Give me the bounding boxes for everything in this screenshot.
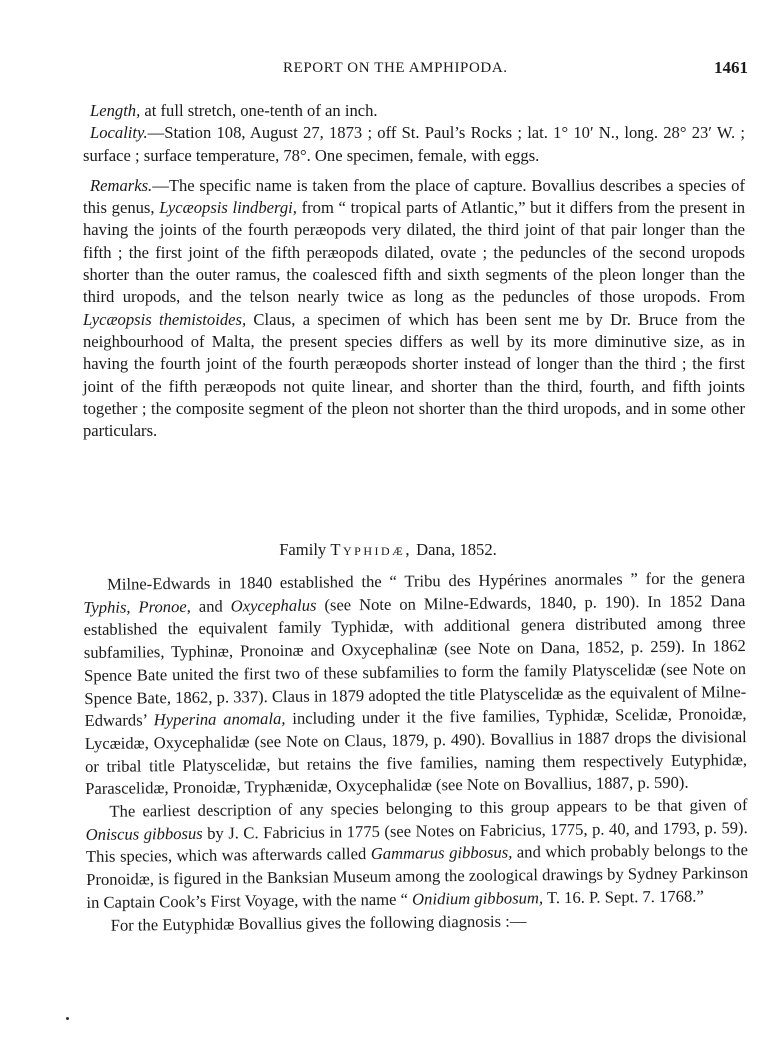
remarks-text-2: from “ tropical parts of Atlantic,” but it differs from the present in having the joints of the fourth peræopods very dilated, the third joint of that pair longer than the fifth ; the first joint of the fifth peræopods dilated, ovate ; the peduncles of the second uropods shorter than the outer ramus, the coalesced fifth and sixth segments of the pleon longer than the third uropods, and the telson nearly twice as long as the peduncles of those uropods. From [83, 198, 745, 307]
length-label: Length, [90, 101, 141, 120]
page-number: 1461 [714, 58, 748, 77]
fp1-text-1: Milne-Edwards in 1840 established the “ Tribu des Hypérines anormales ” for the genera [107, 568, 746, 594]
locality-label: Locality. [90, 123, 148, 143]
locality-paragraph [83, 122, 745, 167]
remarks-text-3: Claus, a specimen of which has been sent me by Dr. Bruce from the neighbourhood of Malta, the present species differs as well by its more diminutive size, as in having the fourth joint of the fourth peræopods shorter instead of longer than the third ; the first joint of the fifth peræopods not quite linear, and shorter than the third, fourth, and fifth joints together ; the composite segment of the pleon not shorter than the third uropods, and in some other particulars. [83, 309, 745, 441]
fp2-text-4: T. 16. P. Sept. 7. 1768.” [542, 886, 704, 908]
margin-dot [66, 1017, 69, 1020]
fp2-text-3: and which probably belongs to the Pronoidæ, is figured in the Banksian Museum among the zoological drawings by Sydney Parkinson in Captain Cook’s First Voyage, with the name “ [86, 840, 749, 912]
family-description [83, 567, 749, 937]
fp1-genus-oxycephalus: Oxycephalus [230, 595, 317, 616]
fp3-text: For the Eutyphidæ Bovallius gives the following diagnosis :— [110, 910, 527, 935]
length-text: at full stretch, one-tenth of an inch. [140, 101, 378, 120]
family-prefix: Family [279, 540, 331, 559]
family-paragraph-2 [85, 794, 748, 914]
fp2-text-2: by J. C. Fabricius in 1775 (see Notes on Fabricius, 1775, p. 40, and 1793, p. 59). This species, which was afterwards called [85, 817, 748, 867]
family-paragraph-1 [83, 567, 747, 801]
running-header [88, 58, 748, 82]
remarks-species-1: Lycæopsis lindbergi, [159, 198, 297, 218]
fp2-gammarus: Gammarus gibbosus, [370, 842, 513, 864]
remarks-label: Remarks. [90, 175, 153, 195]
remarks-species-2: Lycæopsis themistoides, [83, 309, 247, 329]
fp2-oniscus: Oniscus gibbosus [85, 823, 203, 844]
running-title: REPORT ON THE AMPHIPODA. [283, 60, 508, 76]
species-description [83, 100, 745, 442]
length-paragraph [83, 100, 745, 122]
fp1-text-3: (see Note on Milne-Edwards, 1840, p. 190). In 1852 Dana established the equivalent family Typhidæ, with additional genera distributed among three subfamilies, Typhinæ, Pronoinæ and Oxycephalinæ (see Note on Dana, 1852, p. 259). In 1862 Spence Bate united the first two of these subfamilies to form the family Platyscelidæ (see Note on Spence Bate, 1862, p. 337). Claus in 1879 adopted the title Platyscelidæ as the equivalent of Milne-Edwards’ [83, 590, 747, 731]
fp1-text-4: including under it the five families, Typhidæ, Scelidæ, Pronoidæ, Lycæidæ, Oxycephalidæ (see Note on Claus, 1879, p. 490). Bovallius in 1887 drops the divisional or tribal title Platyscelidæ, but retains the five families, naming them respectively Eutyphidæ, Parascelidæ, Pronoidæ, Tryphænidæ, Oxycephalidæ (see Note on Bovallius, 1887, p. 590). [84, 704, 748, 799]
remarks-paragraph [83, 175, 745, 443]
fp1-text-2: and [190, 596, 231, 616]
remarks-text-1: —The specific name is taken from the place of capture. Bovallius describes a species of this genus, [83, 175, 745, 218]
fp2-onidium: Onidium gibbosum, [412, 888, 544, 909]
fp1-hyperina: Hyperina anomala, [153, 709, 286, 730]
family-heading [0, 540, 776, 560]
locality-text: —Station 108, August 27, 1873 ; off St. Paul’s Rocks ; lat. 1° 10′ N., long. 28° 23′ W. ; surface ; surface temperature, 78°. One specimen, female, with eggs. [83, 123, 745, 165]
family-suffix: Dana, 1852. [412, 540, 497, 559]
fp2-text-1: The earliest description of any species belonging to this group appears to be that given of [109, 795, 748, 821]
family-name: Typhidæ, [330, 540, 412, 559]
fp1-genera: Typhis, Pronoe, [83, 596, 191, 617]
